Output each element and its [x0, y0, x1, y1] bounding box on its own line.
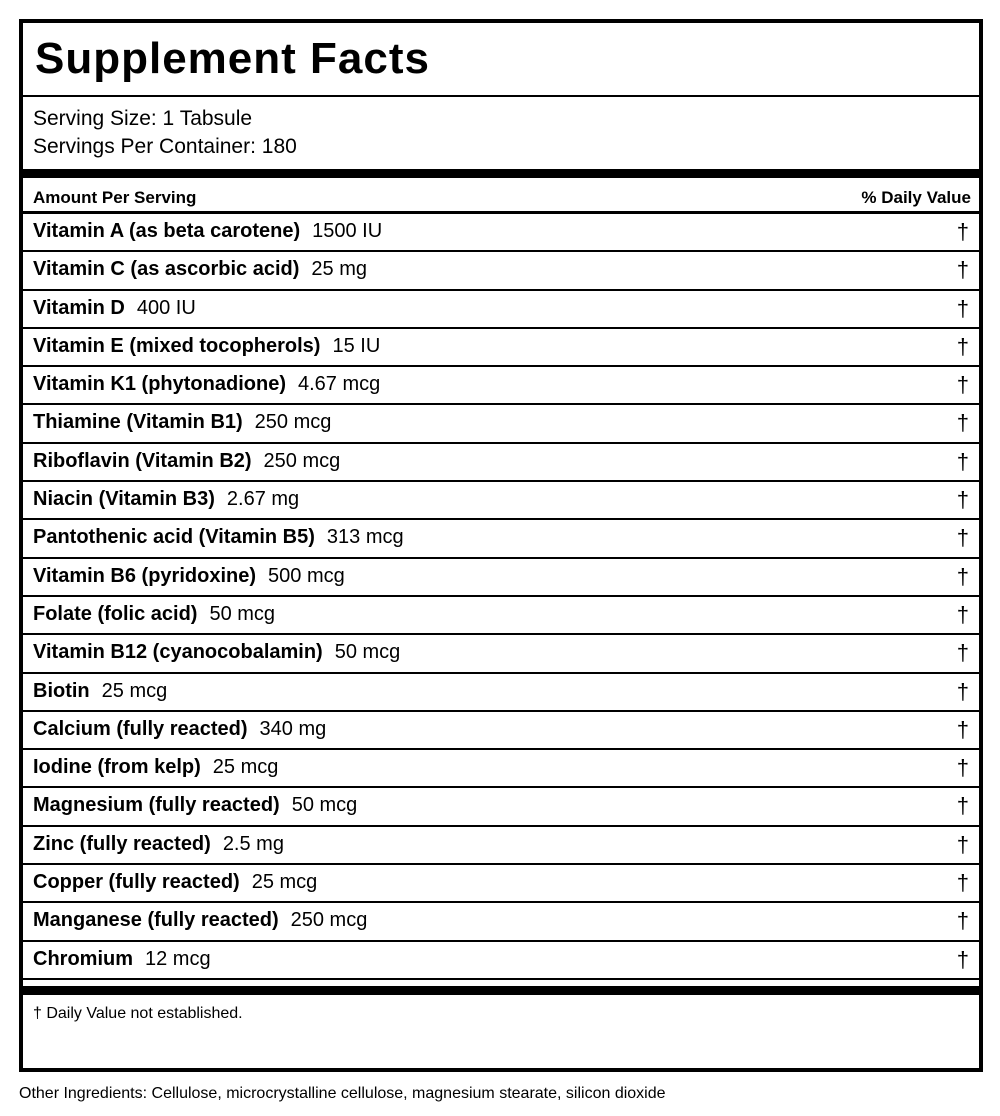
- serving-info: [33, 105, 297, 161]
- nutrient-row: [23, 788, 979, 826]
- nutrient-row: [23, 482, 979, 520]
- nutrient-name: [33, 488, 299, 511]
- nutrient-amount: 50 mcg: [291, 794, 358, 817]
- nutrient-name-text: Calcium (fully reacted): [33, 717, 248, 740]
- daily-value-dagger: †: [956, 678, 969, 704]
- nutrient-rows: [23, 214, 979, 980]
- other-ingredients: Other Ingredients: Cellulose, microcrystalline cellulose, magnesium stearate, silicon dioxide: [19, 1085, 666, 1102]
- nutrient-row: [23, 367, 979, 405]
- nutrient-name: [33, 411, 331, 434]
- nutrient-row: [23, 865, 979, 903]
- nutrient-amount: 2.67 mg: [226, 488, 300, 511]
- nutrient-row: [23, 291, 979, 329]
- serving-size: Serving Size: 1 Tabsule: [33, 107, 253, 130]
- nutrient-amount: 500 mcg: [268, 564, 345, 587]
- nutrient-name: [33, 450, 340, 473]
- thick-divider-bottom: [23, 986, 979, 995]
- nutrient-amount: 1500 IU: [312, 220, 383, 242]
- nutrient-name: [33, 641, 400, 664]
- nutrient-amount: 250 mcg: [254, 411, 332, 434]
- nutrient-row: [23, 559, 979, 597]
- daily-value-header: % Daily Value: [861, 188, 971, 207]
- nutrient-name-text: Iodine (from kelp): [33, 756, 201, 779]
- nutrient-name-text: Vitamin E (mixed tocopherols): [33, 334, 321, 357]
- nutrient-row: [23, 942, 979, 980]
- nutrient-amount: 25 mcg: [101, 679, 168, 702]
- nutrient-name-text: Chromium: [33, 947, 133, 970]
- daily-value-dagger: †: [956, 410, 969, 436]
- nutrient-name: [33, 258, 367, 281]
- nutrient-name-text: Magnesium (fully reacted): [33, 794, 280, 817]
- nutrient-name: [33, 718, 326, 741]
- nutrient-row: [23, 635, 979, 673]
- daily-value-dagger: †: [956, 601, 969, 627]
- nutrient-name-text: Copper (fully reacted): [33, 871, 240, 894]
- nutrient-row: [23, 444, 979, 482]
- nutrient-amount: 250 mcg: [290, 909, 368, 932]
- nutrient-name-text: Vitamin A (as beta carotene): [33, 220, 301, 242]
- nutrient-name-text: Folate (folic acid): [33, 602, 198, 625]
- daily-value-dagger: †: [956, 525, 969, 551]
- nutrient-row: [23, 252, 979, 290]
- nutrient-name: [33, 756, 278, 779]
- nutrient-amount: 340 mg: [259, 717, 327, 740]
- nutrient-amount: 250 mcg: [263, 449, 341, 472]
- nutrient-amount: 313 mcg: [326, 526, 404, 549]
- supplement-facts-panel: [19, 19, 983, 1072]
- daily-value-dagger: †: [956, 563, 969, 589]
- thick-divider-top: [23, 169, 979, 178]
- daily-value-dagger: †: [956, 448, 969, 474]
- nutrient-name-text: Niacin (Vitamin B3): [33, 488, 215, 511]
- daily-value-dagger: †: [956, 908, 969, 934]
- daily-value-dagger: †: [956, 831, 969, 857]
- nutrient-name: [33, 335, 380, 358]
- nutrient-row: [23, 674, 979, 712]
- daily-value-dagger: †: [956, 793, 969, 819]
- nutrient-name: [33, 297, 196, 320]
- nutrient-row: [23, 214, 979, 252]
- nutrient-name-text: Riboflavin (Vitamin B2): [33, 449, 252, 472]
- nutrient-amount: 25 mcg: [212, 756, 279, 779]
- nutrient-amount: 50 mcg: [209, 602, 276, 625]
- nutrient-name-text: Thiamine (Vitamin B1): [33, 411, 243, 434]
- nutrient-name: [33, 909, 367, 932]
- panel-title: Supplement Facts: [35, 34, 430, 83]
- nutrient-row: [23, 520, 979, 558]
- nutrient-row: [23, 405, 979, 443]
- column-header-row: [23, 178, 979, 214]
- amount-per-serving-header: Amount Per Serving: [33, 188, 197, 207]
- daily-value-dagger: †: [956, 716, 969, 742]
- nutrient-name-text: Vitamin K1 (phytonadione): [33, 373, 286, 396]
- nutrient-row: [23, 750, 979, 788]
- daily-value-dagger: †: [956, 946, 969, 972]
- nutrient-name: [33, 220, 382, 243]
- nutrient-row: [23, 903, 979, 941]
- nutrient-name: [33, 794, 357, 817]
- nutrient-row: [23, 827, 979, 865]
- daily-value-dagger: †: [956, 295, 969, 321]
- nutrient-amount: 50 mcg: [334, 641, 401, 664]
- daily-value-dagger: †: [956, 640, 969, 666]
- daily-value-dagger: †: [956, 372, 969, 398]
- nutrient-name-text: Manganese (fully reacted): [33, 909, 279, 932]
- nutrient-name-text: Vitamin D: [33, 296, 125, 319]
- nutrient-row: [23, 597, 979, 635]
- daily-value-dagger: †: [956, 487, 969, 513]
- nutrient-name: [33, 565, 345, 588]
- nutrient-name-text: Biotin: [33, 679, 90, 702]
- nutrient-amount: 25 mg: [311, 258, 367, 281]
- nutrient-name-text: Vitamin B12 (cyanocobalamin): [33, 641, 323, 664]
- daily-value-dagger: †: [956, 870, 969, 896]
- nutrient-name: [33, 948, 211, 971]
- daily-value-dagger: †: [956, 333, 969, 359]
- nutrient-name: [33, 871, 317, 894]
- nutrient-name-text: Vitamin B6 (pyridoxine): [33, 564, 257, 587]
- nutrient-row: [23, 712, 979, 750]
- nutrient-amount: 15 IU: [332, 334, 381, 357]
- nutrient-row: [23, 329, 979, 367]
- nutrient-name: [33, 833, 284, 856]
- title-row: [23, 23, 979, 97]
- nutrient-name: [33, 680, 167, 703]
- servings-per-container: Servings Per Container: 180: [33, 135, 297, 158]
- footnote: † Daily Value not established.: [33, 1005, 243, 1022]
- nutrient-amount: 12 mcg: [145, 947, 211, 970]
- nutrient-name: [33, 603, 275, 626]
- nutrient-amount: 25 mcg: [251, 871, 318, 894]
- nutrient-name-text: Pantothenic acid (Vitamin B5): [33, 526, 315, 549]
- nutrient-name: [33, 373, 380, 396]
- nutrient-amount: 400 IU: [136, 296, 196, 319]
- nutrient-amount: 4.67 mcg: [297, 373, 381, 396]
- daily-value-dagger: †: [956, 755, 969, 781]
- nutrient-name: [33, 526, 404, 549]
- nutrient-name-text: Vitamin C (as ascorbic acid): [33, 258, 300, 281]
- daily-value-dagger: †: [956, 219, 969, 244]
- nutrient-amount: 2.5 mg: [222, 832, 284, 855]
- nutrient-name-text: Zinc (fully reacted): [33, 832, 211, 855]
- daily-value-dagger: †: [956, 257, 969, 283]
